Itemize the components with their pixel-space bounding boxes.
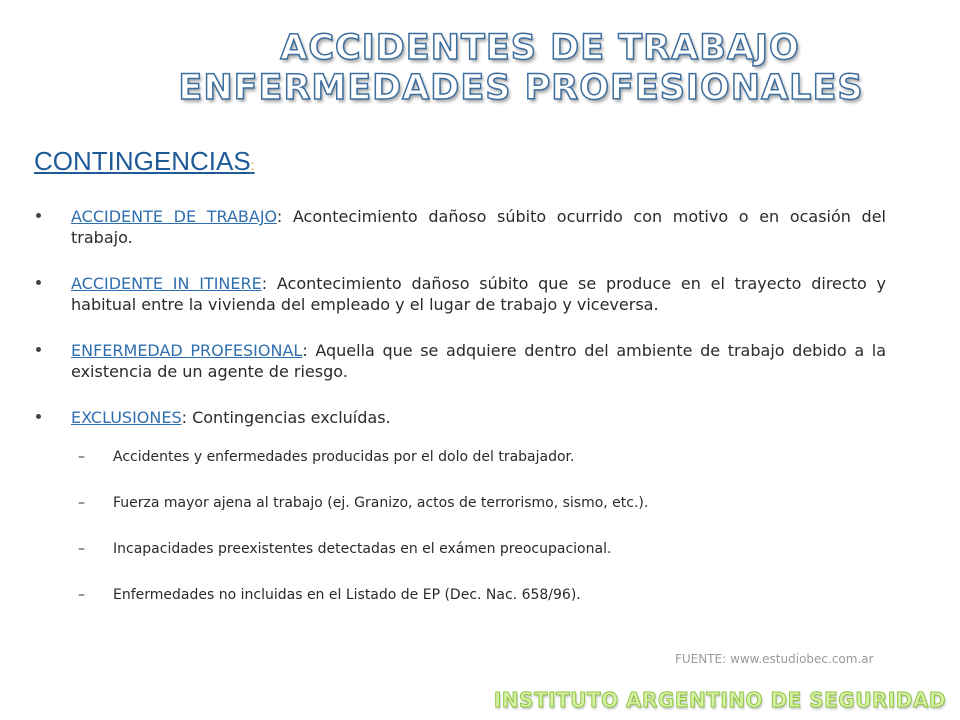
bullet-term: EXCLUSIONES [71,408,182,427]
bullet-text: : Acontecimiento dañoso súbito que se produce en el trayecto directo y habitual entre la vivienda del empleado y el lugar de trabajo y viceversa. [71,274,886,314]
bullet-item [36,407,886,428]
footer-logo-text: INSTITUTO ARGENTINO DE SEGURIDAD [493,688,946,712]
bullet-text: : Contingencias excluídas. [181,408,391,427]
exclusions-list [36,448,886,604]
bullet-term: ENFERMEDAD PROFESIONAL [71,341,303,360]
heading-text: CONTINGENCIAS [34,146,251,176]
bullet-dot-icon [36,213,41,218]
dash-icon: – [78,449,85,465]
bullet-text: : Aquella que se adquiere dentro del ambiente de trabajo debido a la existencia de un agente de riesgo. [71,341,887,381]
bullet-item [36,206,886,248]
bullet-dot-icon [36,280,41,285]
exclusion-text: Fuerza mayor ajena al trabajo (ej. Granizo, actos de terrorismo, sismo, etc.). [113,495,649,511]
bullet-dot-icon [36,347,41,352]
exclusion-text: Enfermedades no incluidas en el Listado de EP (Dec. Nac. 658/96). [113,587,581,603]
exclusion-item [36,494,886,512]
exclusion-item [36,448,886,466]
exclusion-item [36,586,886,604]
bullet-list [36,206,886,632]
title-line-1: ACCIDENTES DE TRABAJO [280,28,800,68]
exclusion-item [36,540,886,558]
dash-icon: – [78,541,85,557]
bullet-dot-icon [36,414,41,419]
bullet-term: ACCIDENTE IN ITINERE [71,274,262,293]
bullet-text: : Acontecimiento dañoso súbito ocurrido con motivo o en ocasión del trabajo. [71,207,887,247]
title-line-2: ENFERMEDADES PROFESIONALES [178,68,864,108]
dash-icon: – [78,587,85,603]
dash-icon: – [78,495,85,511]
source-note: FUENTE: www.estudiobec.com.ar [675,652,874,666]
heading-colon: : [250,157,255,173]
exclusion-text: Incapacidades preexistentes detectadas en el exámen preocupacional. [113,541,612,557]
section-heading [34,146,255,177]
slide-title [0,28,960,108]
bullet-term: ACCIDENTE DE TRABAJO [71,207,277,226]
exclusion-text: Accidentes y enfermedades producidas por el dolo del trabajador. [113,449,575,465]
bullet-item [36,340,886,382]
bullet-item [36,273,886,315]
